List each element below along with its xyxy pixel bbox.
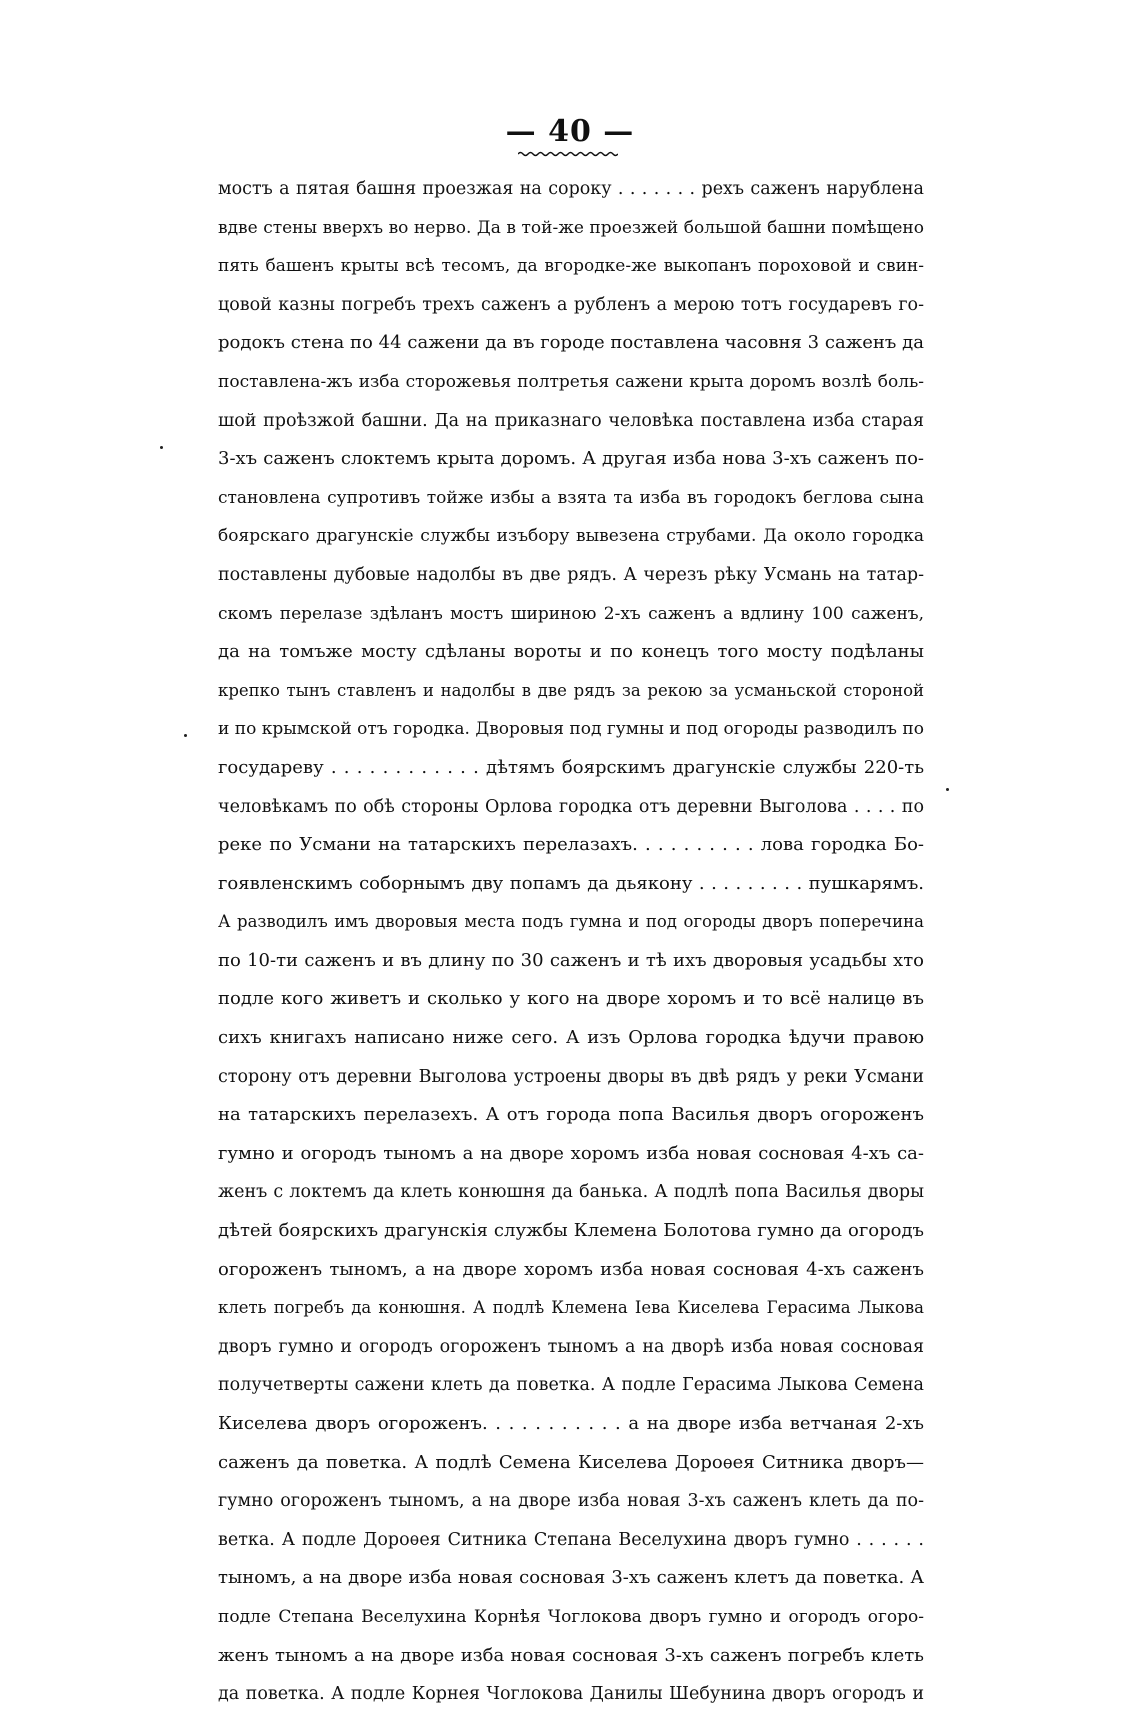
- text-line: подле Степана Веселухина Корнѣя Чоглокова дворъ гумно и огородъ огоро-: [218, 1606, 924, 1627]
- text-line: гумно огороженъ тыномъ, а на дворе изба новая 3-хъ саженъ клеть да по-: [218, 1491, 924, 1512]
- text-line: гоявленскимъ соборнымъ дву попамъ да дьякону . . . . . . . . . пушкарямъ.: [218, 872, 924, 894]
- text-line: становлена супротивъ тойже избы а взята та изба въ городокъ беглова сына: [218, 487, 924, 508]
- text-line: дворъ гумно и огородъ огороженъ тыномъ а на дворѣ изба новая сосновая: [218, 1336, 924, 1357]
- text-line: ветка. А подле Дороѳея Ситника Степана Веселухина дворъ гумно . . . . . .: [218, 1529, 924, 1550]
- text-line: цовой казны погребъ трехъ саженъ а рубленъ а мерою тотъ государевъ го-: [218, 294, 924, 315]
- text-line: вдве стены вверхъ во нерво. Да в той-же проезжей большой башни помѣщено: [218, 217, 924, 238]
- text-line: и по крымской отъ городка. Дворовыя под гумны и под огороды разводилъ по: [218, 719, 924, 740]
- body-text: [218, 170, 924, 1714]
- text-line: подле кого живетъ и сколько у кого на дворе хоромъ и то всё налицѳ въ: [218, 988, 924, 1010]
- text-line: клеть погребъ да конюшня. А подлѣ Клемена Іева Киселева Герасима Лыкова: [218, 1298, 924, 1318]
- margin-speck: [946, 788, 949, 791]
- text-line: дѣтей боярскихъ драгунскія службы Клемена Болотова гумно да огородъ: [218, 1220, 924, 1242]
- text-line: родокъ стена по 44 сажени да въ городе поставлена часовня 3 саженъ да: [218, 332, 924, 354]
- text-line: по 10-ти саженъ и въ длину по 30 саженъ и тѣ ихъ дворовыя усадьбы хто: [218, 949, 924, 971]
- text-line: поставлена-жъ изба сторожевья полтретья сажени крыта доромъ возлѣ боль-: [218, 371, 924, 392]
- text-line: да на томъже мосту сдѣланы вороты и по конецъ того мосту подѣланы: [218, 641, 924, 663]
- text-line: на татарскихъ перелазехъ. А отъ города попа Василья дворъ огороженъ: [218, 1104, 924, 1126]
- text-line: скомъ перелазе здѣланъ мостъ шириною 2-хъ саженъ а вдлину 100 саженъ,: [218, 603, 924, 624]
- text-line: Киселева дворъ огороженъ. . . . . . . . . . . а на дворе изба ветчаная 2-хъ: [218, 1413, 924, 1434]
- text-line: боярскаго драгунскіе службы изъбору вывезена струбами. Да около городка: [218, 526, 924, 547]
- text-line: реке по Усмани на татарскихъ перелазахъ. . . . . . . . . . лова городка Бо-: [218, 834, 924, 856]
- text-line: гумно и огородъ тыномъ а на дворе хоромъ изба новая сосновая 4-хъ са-: [218, 1142, 924, 1164]
- text-line: да поветка. А подле Корнея Чоглокова Данилы Шебунина дворъ огородъ и: [218, 1684, 924, 1705]
- page-number: — 40 —: [505, 114, 635, 149]
- text-line: 3-хъ саженъ слоктемъ крыта доромъ. А другая изба нова 3-хъ саженъ по-: [218, 448, 924, 470]
- text-line: поставлены дубовые надолбы въ две рядъ. А черезъ рѣку Усмань на татар-: [218, 564, 924, 585]
- text-line: государеву . . . . . . . . . . . . дѣтямъ боярскимъ драгунскіе службы 220-ть: [218, 756, 924, 778]
- margin-speck: [160, 446, 163, 449]
- text-line: получетверты сажени клеть да поветка. А подле Герасима Лыкова Семена: [218, 1375, 924, 1396]
- text-line: А разводилъ имъ дворовыя места подъ гумна и под огороды дворъ поперечина: [218, 912, 924, 932]
- text-line: женъ тыномъ а на дворе изба новая сосновая 3-хъ саженъ погребъ клеть: [218, 1644, 924, 1666]
- text-line: женъ с локтемъ да клеть конюшня да банька. А подлѣ попа Василья дворы: [218, 1182, 924, 1203]
- text-line: мостъ а пятая башня проезжая на сороку . . . . . . . рехъ саженъ нарублена: [218, 179, 924, 199]
- text-line: крепко тынъ ставленъ и надолбы в две рядъ за рекою за усманьской стороной: [218, 680, 924, 700]
- text-line: сихъ книгахъ написано ниже сего. А изъ Орлова городка ѣдучи правою: [218, 1027, 924, 1049]
- text-line: пять башенъ крыты всѣ тесомъ, да вгородке-же выкопанъ пороховой и свин-: [218, 256, 924, 277]
- text-line: тыномъ, а на дворе изба новая сосновая 3-хъ саженъ клетъ да поветка. А: [218, 1567, 924, 1589]
- text-line: сторону отъ деревни Выголова устроены дворы въ двѣ рядъ у реки Усмани: [218, 1066, 924, 1087]
- text-line: шой проѣзжой башни. Да на приказнаго человѣка поставлена изба старая: [218, 410, 924, 431]
- margin-speck: [184, 734, 187, 737]
- text-line: человѣкамъ по обѣ стороны Орлова городка отъ деревни Выголова . . . . по: [218, 796, 924, 817]
- text-line: огороженъ тыномъ, а на дворе хоромъ изба новая сосновая 4-хъ саженъ: [218, 1258, 924, 1280]
- text-line: саженъ да поветка. А подлѣ Семена Киселева Дороѳея Ситника дворъ—: [218, 1451, 924, 1473]
- page-number-ornament: [518, 150, 618, 158]
